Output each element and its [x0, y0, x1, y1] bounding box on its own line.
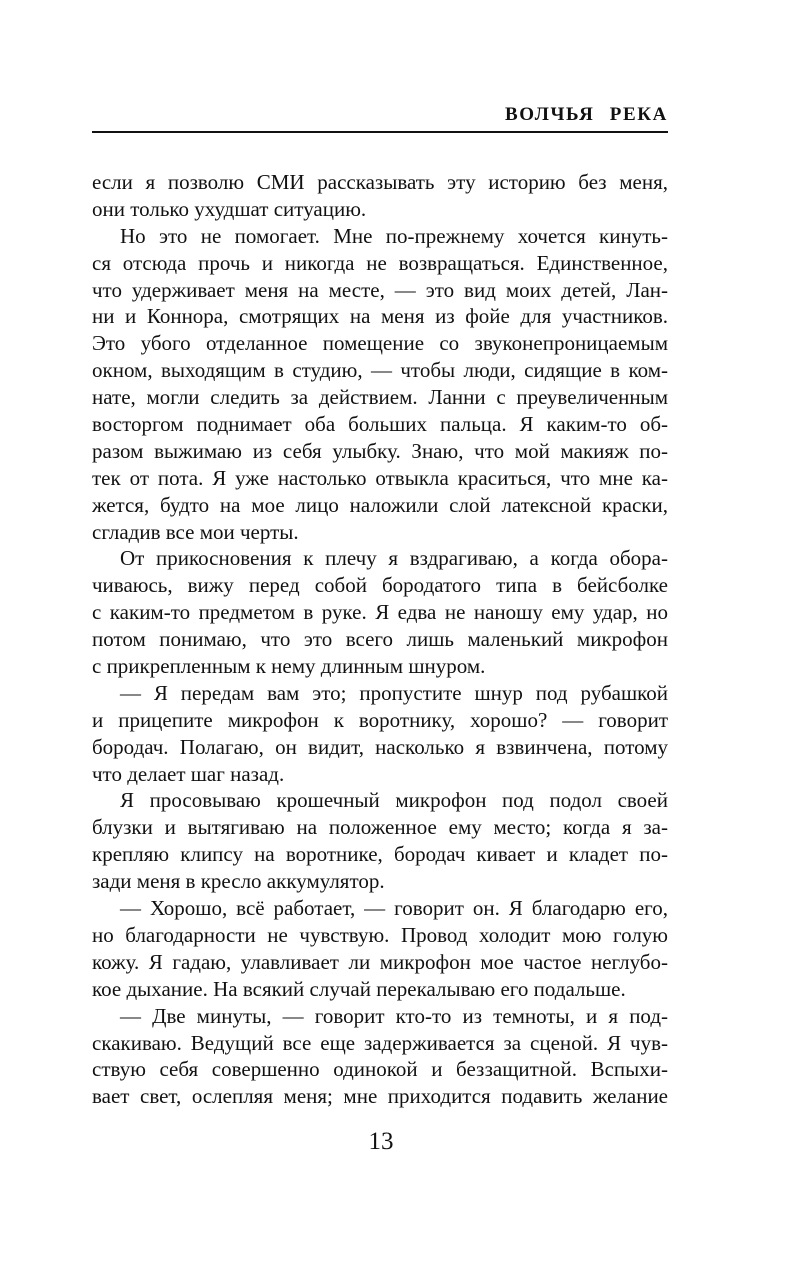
text-line: чиваюсь, вижу перед собой бородатого типа в бейсболке	[92, 573, 668, 598]
text-line: тек от пота. Я уже настолько отвыкла краситься, что мне ка-	[92, 465, 668, 490]
text-line: ся отсюда прочь и никогда не возвращаться. Единственное,	[92, 250, 668, 275]
text-line: кое дыхание. На всякий случай перекалываю его подальше.	[92, 976, 626, 1001]
text-line: кожу. Я гадаю, улавливает ли микрофон мое частое неглубо-	[92, 949, 668, 974]
text-line: ствую себя совершенно одинокой и беззащитной. Вспыхи-	[92, 1057, 668, 1082]
text-line: что делает шаг назад.	[92, 761, 285, 786]
text-line: Но это не помогает. Мне по-прежнему хочется кинуть-	[120, 223, 668, 248]
text-line: — Две минуты, — говорит кто-то из темноты, и я под-	[120, 1003, 668, 1028]
text-line: крепляю клипсу на воротнике, бородач кивает и кладет по-	[92, 842, 668, 867]
text-line: жется, будто на мое лицо наложили слой латексной краски,	[92, 492, 668, 517]
body-text	[92, 169, 668, 1110]
text-line: восторгом поднимает оба больших пальца. Я каким-то об-	[92, 412, 668, 437]
text-line: бородач. Полагаю, он видит, насколько я взвинчена, потому	[92, 734, 668, 759]
header-rule	[92, 131, 668, 133]
text-line: нате, могли следить за действием. Ланни с преувеличенным	[92, 385, 668, 410]
text-line: с прикрепленным к нему длинным шнуром.	[92, 654, 486, 679]
text-line: зади меня в кресло аккумулятор.	[92, 869, 385, 894]
text-line: — Хорошо, всё работает, — говорит он. Я благодарю его,	[120, 896, 668, 921]
text-line: сгладив все мои черты.	[92, 519, 299, 544]
text-line: с каким-то предметом в руке. Я едва не наношу ему удар, но	[92, 600, 668, 625]
text-line: они только ухудшат ситуацию.	[92, 196, 367, 221]
text-line: что удерживает меня на месте, — это вид моих детей, Лан-	[92, 277, 668, 302]
text-line: блузки и вытягиваю на положенное ему место; когда я за-	[92, 815, 668, 840]
text-line: вает свет, ослепляя меня; мне приходится подавить желание	[92, 1084, 668, 1109]
text-line: если я позволю СМИ рассказывать эту историю без меня,	[92, 170, 668, 194]
text-line: разом выжимаю из себя улыбку. Знаю, что мой макияж по-	[92, 438, 668, 463]
text-line: скакиваю. Ведущий все еще задерживается за сценой. Я чув-	[92, 1030, 668, 1055]
text-line: Это убого отделанное помещение со звуконепроницаемым	[92, 331, 668, 356]
text-line: Я просовываю крошечный микрофон под подол своей	[120, 788, 668, 813]
text-line: потом понимаю, что это всего лишь маленький микрофон	[92, 627, 668, 652]
text-line: — Я передам вам это; пропустите шнур под рубашкой	[120, 680, 668, 705]
text-line: но благодарности не чувствую. Провод холодит мою голую	[92, 922, 668, 947]
page-number: 13	[368, 1128, 394, 1155]
text-line: ни и Коннора, смотрящих на меня из фойе для участников.	[92, 304, 668, 329]
text-line: окном, выходящим в студию, — чтобы люди, сидящие в ком-	[92, 358, 668, 383]
text-line: От прикосновения к плечу я вздрагиваю, а когда обора-	[120, 546, 668, 571]
running-head-title: ВОЛЧЬЯ РЕКА	[504, 104, 668, 125]
text-line: и прицепите микрофон к воротнику, хорошо? — говорит	[92, 707, 668, 732]
